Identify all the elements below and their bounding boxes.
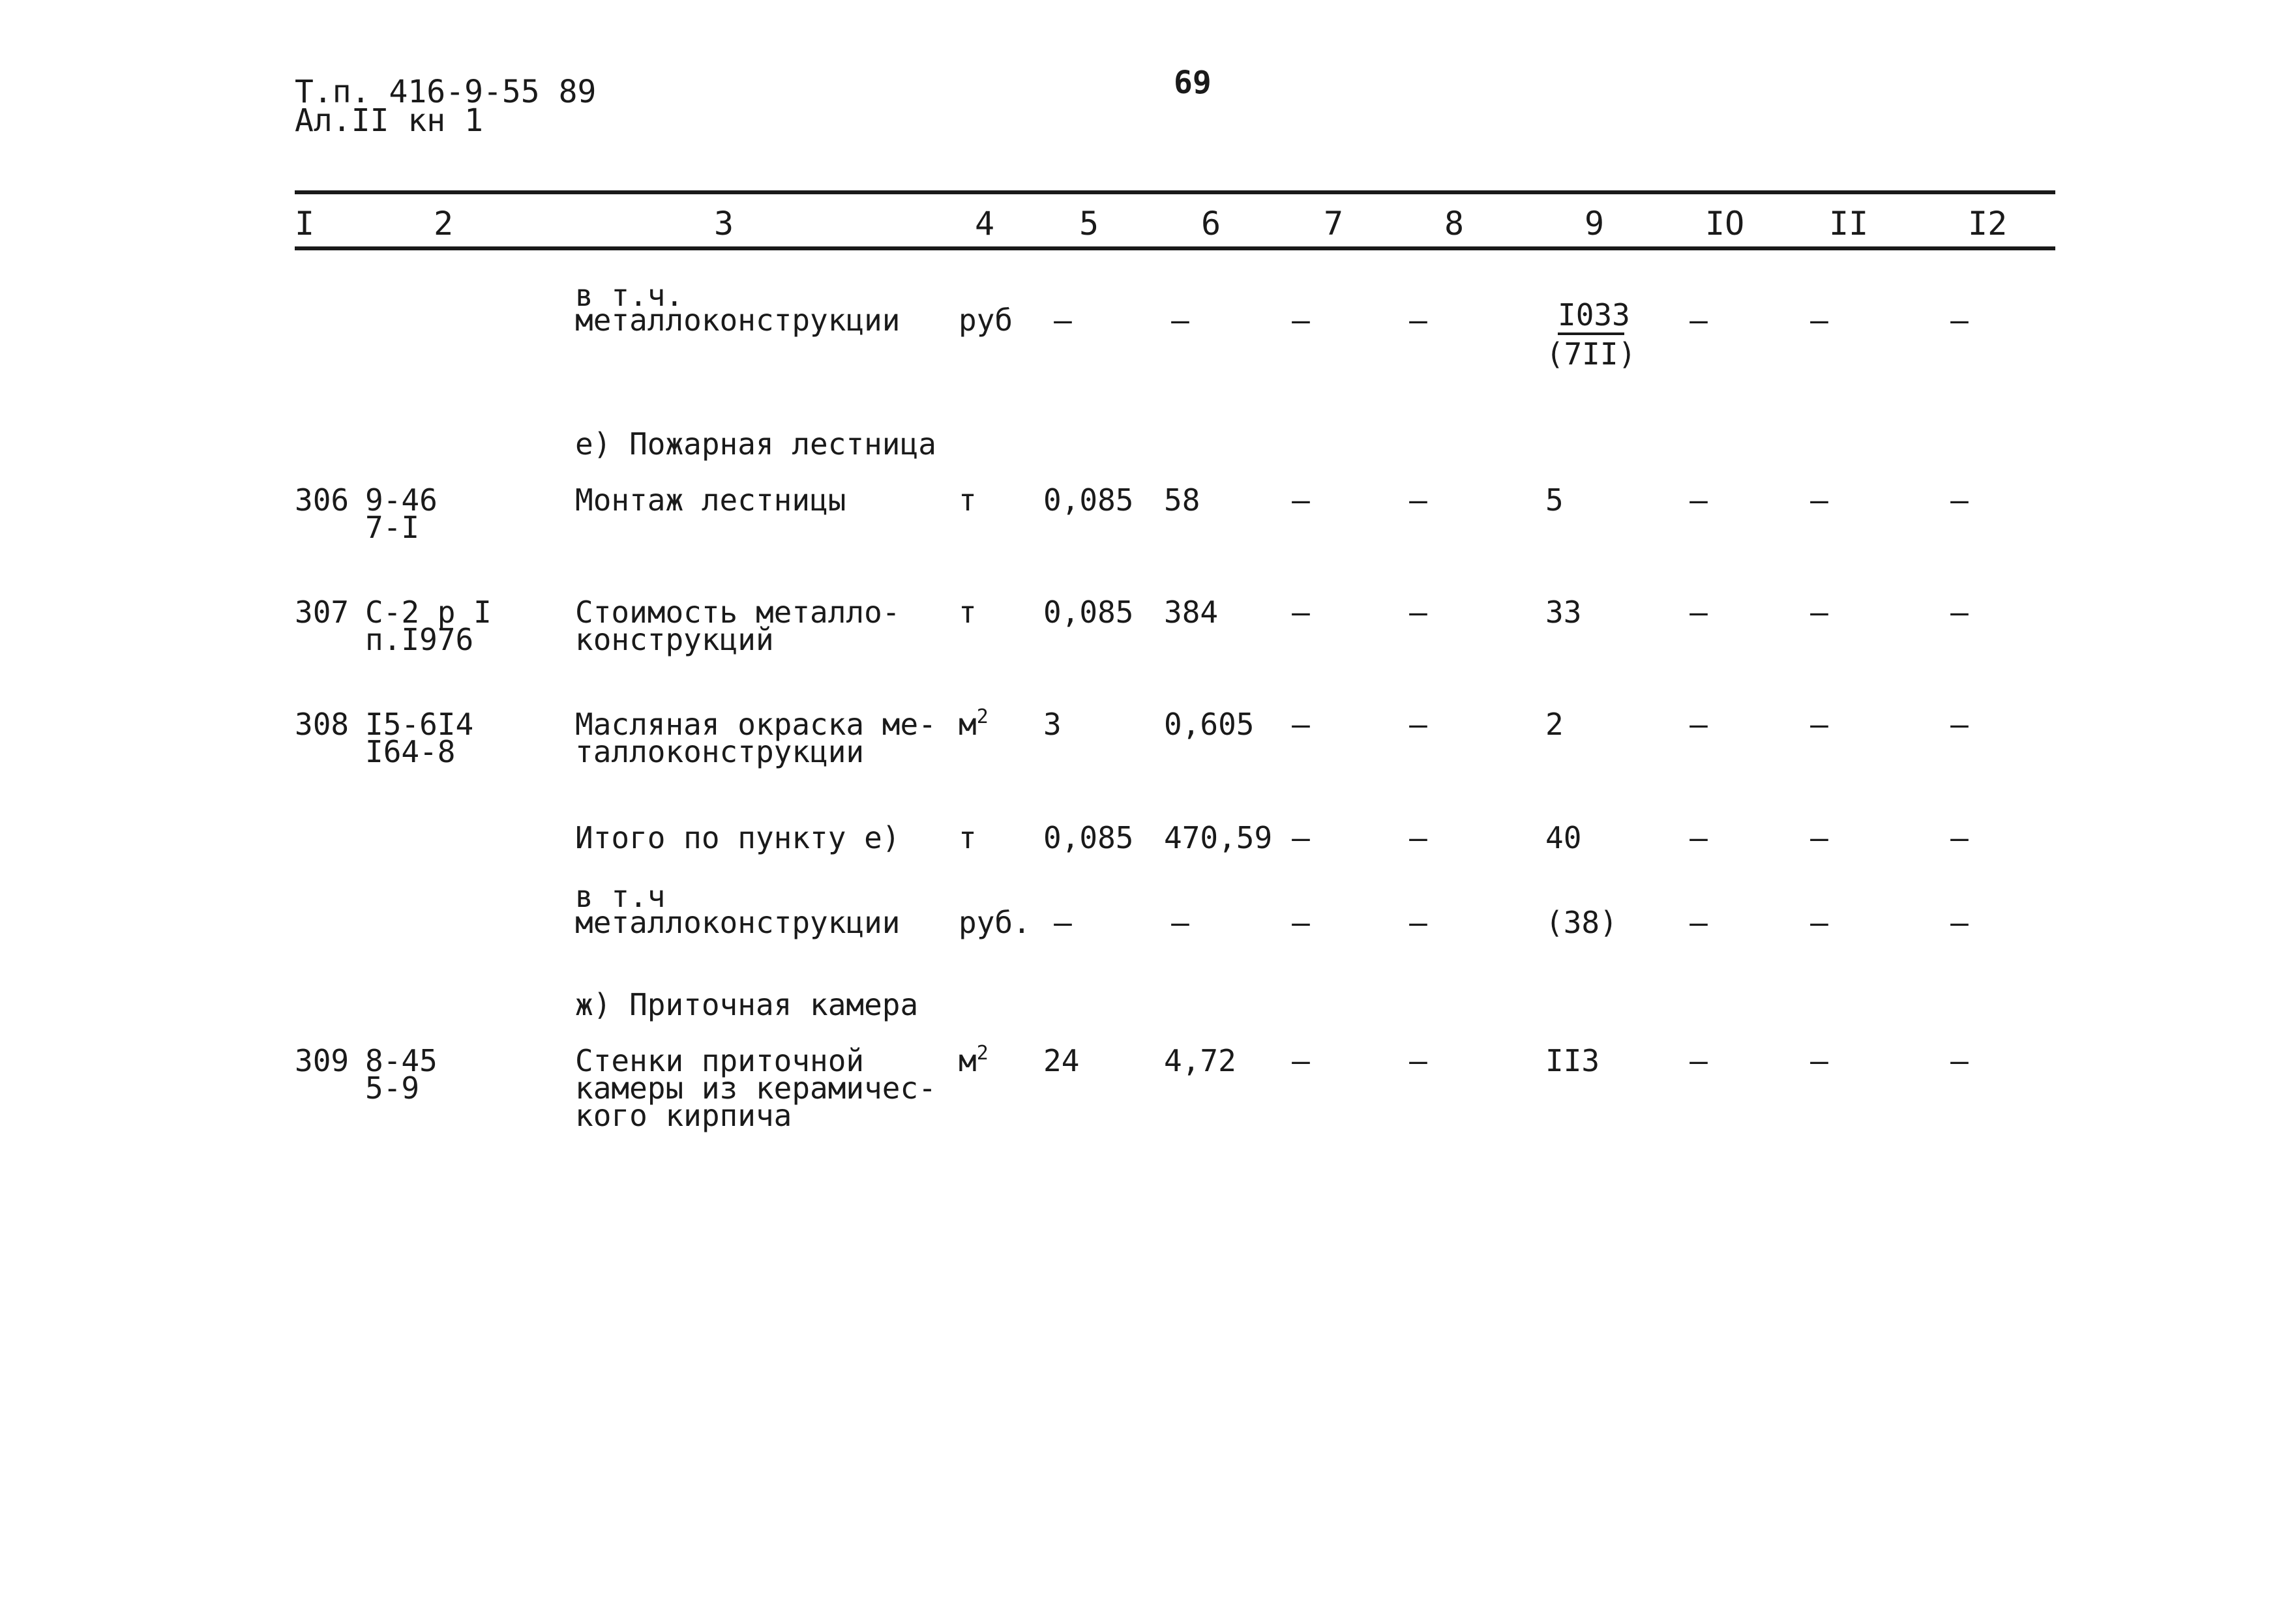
col-header-5: 5 xyxy=(1079,205,1099,243)
row-col9-fraction xyxy=(1542,297,1640,372)
fraction-denominator: (7II) xyxy=(1545,336,1637,372)
row-code-line: 5-9 xyxy=(365,1070,420,1106)
fraction-numerator: I033 xyxy=(1558,300,1624,335)
page-number: 69 xyxy=(1174,65,1212,101)
row-col8: – xyxy=(1409,482,1427,518)
section-heading: ж) Приточная камера xyxy=(575,987,919,1022)
row-col5: 0,085 xyxy=(1043,482,1134,518)
row-col6: 384 xyxy=(1164,595,1219,630)
row-code-line: 7-I xyxy=(365,510,420,545)
row-name-line: конструкций xyxy=(575,622,774,657)
row-col5: 0,085 xyxy=(1043,820,1134,855)
row-col11: – xyxy=(1810,820,1828,855)
table-top-rule xyxy=(295,190,2055,194)
row-col5: – xyxy=(1054,905,1072,940)
col-header-2: 2 xyxy=(434,205,454,243)
row-col9: 5 xyxy=(1545,482,1564,518)
row-col9: (38) xyxy=(1545,905,1618,940)
col-header-6: 6 xyxy=(1201,205,1221,243)
row-col11: – xyxy=(1810,482,1828,518)
row-code-line: I64-8 xyxy=(365,734,456,769)
row-col5: 24 xyxy=(1043,1043,1080,1078)
row-col6: – xyxy=(1171,303,1189,338)
row-col9: II3 xyxy=(1545,1043,1600,1078)
row-col10: – xyxy=(1689,707,1708,742)
row-unit: руб. xyxy=(959,905,1031,940)
unit-text: м xyxy=(959,1043,977,1078)
col-header-1: I xyxy=(295,205,315,243)
row-name-line: в т.ч xyxy=(575,879,666,914)
row-number: 309 xyxy=(295,1043,350,1078)
row-col10: – xyxy=(1689,1043,1708,1078)
col-header-10: IO xyxy=(1705,205,1745,243)
row-col9: 40 xyxy=(1545,820,1582,855)
unit-text: м xyxy=(959,707,977,742)
row-unit: руб xyxy=(959,303,1013,338)
col-header-9: 9 xyxy=(1585,205,1605,243)
row-col5: – xyxy=(1054,303,1072,338)
row-col12: – xyxy=(1950,820,1969,855)
row-name-line: камеры из керамичес- xyxy=(575,1070,936,1106)
row-number: 307 xyxy=(295,595,350,630)
row-col7: – xyxy=(1292,482,1310,518)
row-unit: т xyxy=(959,820,977,855)
document-code: Т.п. 416-9-55 89 xyxy=(295,74,597,110)
row-col11: – xyxy=(1810,1043,1828,1078)
col-header-7: 7 xyxy=(1324,205,1344,243)
row-col12: – xyxy=(1950,482,1969,518)
row-col11: – xyxy=(1810,303,1828,338)
col-header-11: II xyxy=(1829,205,1869,243)
row-unit xyxy=(959,1042,989,1078)
section-heading: е) Пожарная лестница xyxy=(575,426,936,462)
row-col10: – xyxy=(1689,820,1708,855)
row-col7: – xyxy=(1292,1043,1310,1078)
row-col5: 0,085 xyxy=(1043,595,1134,630)
table-header-bottom-rule xyxy=(295,246,2055,250)
row-col6: 4,72 xyxy=(1164,1043,1236,1078)
row-col7: – xyxy=(1292,303,1310,338)
row-col7: – xyxy=(1292,595,1310,630)
row-col8: – xyxy=(1409,820,1427,855)
row-number: 306 xyxy=(295,482,350,518)
row-col9: 2 xyxy=(1545,707,1564,742)
row-code-line: 9-46 xyxy=(365,482,438,518)
row-name-line: Монтаж лестницы xyxy=(575,482,846,518)
col-header-12: I2 xyxy=(1968,205,2008,243)
row-code-line: п.I976 xyxy=(365,622,474,657)
row-unit xyxy=(959,705,989,742)
row-col8: – xyxy=(1409,303,1427,338)
row-name-line: Итого по пункту е) xyxy=(575,820,900,855)
row-col8: – xyxy=(1409,905,1427,940)
row-col5: 3 xyxy=(1043,707,1062,742)
row-col11: – xyxy=(1810,905,1828,940)
row-col10: – xyxy=(1689,482,1708,518)
row-col8: – xyxy=(1409,707,1427,742)
row-col10: – xyxy=(1689,303,1708,338)
row-name-line: Масляная окраска ме- xyxy=(575,707,936,742)
row-col6: 470,59 xyxy=(1164,820,1273,855)
row-name-line: таллоконструкции xyxy=(575,734,865,769)
row-name-line: металлоконструкции xyxy=(575,905,900,940)
col-header-3: 3 xyxy=(714,205,734,243)
row-col11: – xyxy=(1810,707,1828,742)
row-col8: – xyxy=(1409,1043,1427,1078)
row-col9: 33 xyxy=(1545,595,1582,630)
row-number: 308 xyxy=(295,707,350,742)
row-col7: – xyxy=(1292,905,1310,940)
col-header-8: 8 xyxy=(1444,205,1465,243)
row-name-line: Стенки приточной xyxy=(575,1043,865,1078)
row-col6: 0,605 xyxy=(1164,707,1255,742)
row-code-line: 8-45 xyxy=(365,1043,438,1078)
album-label: Ал.II кн 1 xyxy=(295,102,483,139)
row-name-line: в т.ч. xyxy=(575,278,684,313)
row-col6: 58 xyxy=(1164,482,1200,518)
row-col11: – xyxy=(1810,595,1828,630)
row-col12: – xyxy=(1950,1043,1969,1078)
row-col10: – xyxy=(1689,905,1708,940)
row-name-line: металлоконструкции xyxy=(575,303,900,338)
unit-superscript: 2 xyxy=(976,705,989,728)
row-col12: – xyxy=(1950,707,1969,742)
row-col8: – xyxy=(1409,595,1427,630)
unit-superscript: 2 xyxy=(976,1042,989,1065)
row-col7: – xyxy=(1292,820,1310,855)
row-name-line: Стоимость металло- xyxy=(575,595,900,630)
row-col10: – xyxy=(1689,595,1708,630)
row-unit: т xyxy=(959,482,977,518)
row-col12: – xyxy=(1950,905,1969,940)
row-name-line: кого кирпича xyxy=(575,1098,792,1133)
row-col6: – xyxy=(1171,905,1189,940)
row-code-line: I5-6I4 xyxy=(365,707,474,742)
row-unit: т xyxy=(959,595,977,630)
row-col12: – xyxy=(1950,303,1969,338)
row-col12: – xyxy=(1950,595,1969,630)
row-code-line: С-2 р I xyxy=(365,595,492,630)
col-header-4: 4 xyxy=(975,205,995,243)
row-col7: – xyxy=(1292,707,1310,742)
